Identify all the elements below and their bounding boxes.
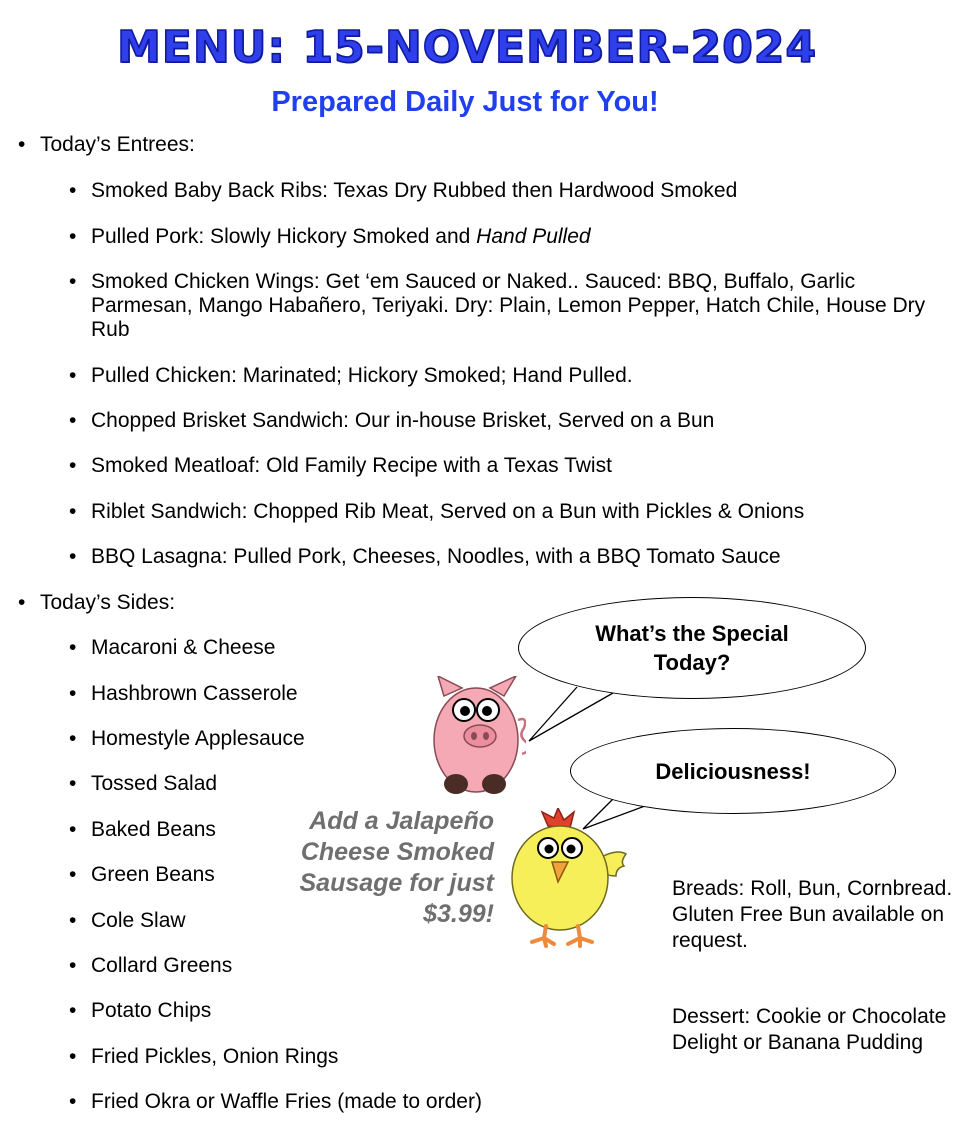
pig-speech-text: What’s the Special Today? <box>595 621 789 675</box>
chicken-speech-bubble <box>570 728 896 814</box>
entree-item <box>91 225 936 249</box>
side-item: • Tossed Salad <box>91 772 391 796</box>
side-item: • Fried Okra or Waffle Fries (made to order) <box>91 1090 531 1114</box>
entree-item-emphasis: Hand Pulled <box>476 225 591 248</box>
entree-item: • Smoked Chicken Wings: Get ‘em Sauced or Naked.. Sauced: BBQ, Buffalo, Garlic Parmesan, Mango Habañero, Teriyaki. Dry: Plain, Lemon Pepper, Hatch Chile, House Dry Rub <box>91 270 936 342</box>
side-item: • Fried Pickles, Onion Rings <box>91 1045 391 1069</box>
side-item: • Macaroni & Cheese <box>91 636 391 660</box>
pig-speech-bubble <box>518 597 866 699</box>
sausage-promo: Add a Jalapeño Cheese Smoked Sausage for just $3.99! <box>299 807 494 928</box>
chicken-icon <box>508 808 632 948</box>
side-item: • Baked Beans <box>91 818 391 842</box>
entrees-heading: • Today’s Entrees: <box>40 133 195 157</box>
dessert-note: Dessert: Cookie or Chocolate Delight or Banana Pudding <box>672 1005 947 1054</box>
menu-subtitle: Prepared Daily Just for You! <box>271 86 659 118</box>
entree-item: • Pulled Chicken: Marinated; Hickory Smoked; Hand Pulled. <box>91 364 936 388</box>
side-item: • Collard Greens <box>91 954 391 978</box>
entree-item: • Smoked Baby Back Ribs: Texas Dry Rubbed then Hardwood Smoked <box>91 179 936 203</box>
entree-item-text: Pulled Pork: Slowly Hickory Smoked and <box>91 225 477 248</box>
breads-note: Breads: Roll, Bun, Cornbread. Gluten Free Bun available on request. <box>672 877 953 952</box>
entree-item: • BBQ Lasagna: Pulled Pork, Cheeses, Noodles, with a BBQ Tomato Sauce <box>91 545 936 569</box>
side-item: • Hashbrown Casserole <box>91 682 391 706</box>
sides-heading: • Today’s Sides: <box>40 591 175 615</box>
entree-item: • Chopped Brisket Sandwich: Our in-house Brisket, Served on a Bun <box>91 409 936 433</box>
chicken-speech-text: Deliciousness! <box>655 758 811 784</box>
side-item: • Cole Slaw <box>91 909 391 933</box>
pig-icon <box>430 676 526 800</box>
side-item: • Green Beans <box>91 863 391 887</box>
entree-item: • Smoked Meatloaf: Old Family Recipe with a Texas Twist <box>91 454 936 478</box>
side-item: • Homestyle Applesauce <box>91 727 391 751</box>
entree-item: • Riblet Sandwich: Chopped Rib Meat, Served on a Bun with Pickles & Onions <box>91 500 936 524</box>
side-item: • Potato Chips <box>91 999 391 1023</box>
menu-title: MENU: 15-NOVEMBER-2024 <box>117 22 817 73</box>
